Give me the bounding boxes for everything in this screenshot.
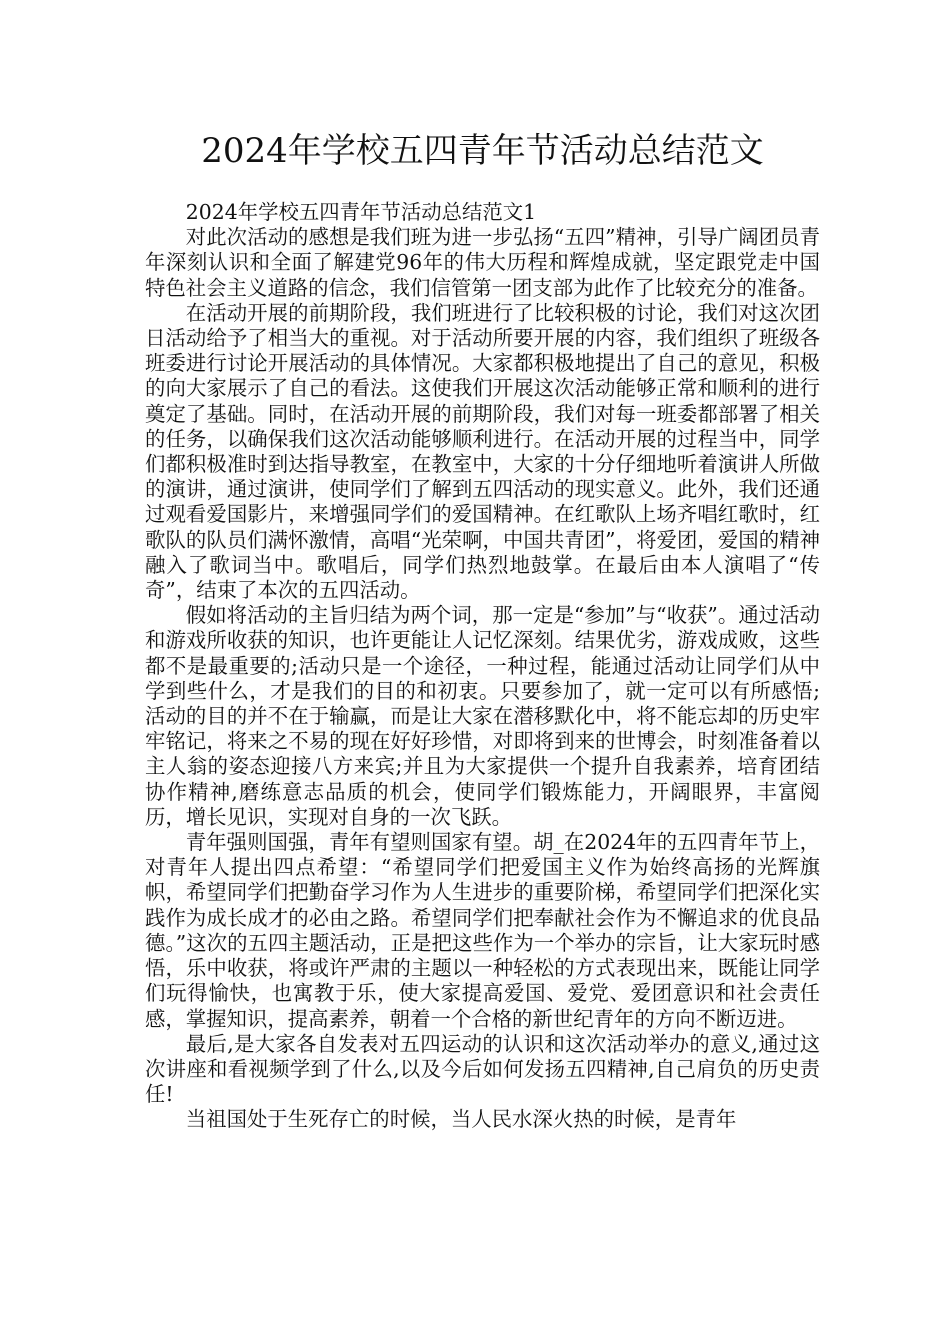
- document-body: [145, 200, 820, 1133]
- paragraph: 青年强则国强，青年有望则国家有望。胡_在2024年的五四青年节上，对青年人提出四点希望：“希望同学们把爱国主义作为始终高扬的光辉旗帜，希望同学们把勤奋学习作为人生进步的重要阶梯，希望同学们把深化实践作为成长成才的必由之路。希望同学们把奉献社会作为不懈追求的优良品德。”这次的五四主题活动，正是把这些作为一个举办的宗旨，让大家玩时感悟，乐中收获，将或许严肃的主题以一种轻松的方式表现出来，既能让同学们玩得愉快，也寓教于乐，使大家提高爱国、爱党、爱团意识和社会责任感，掌握知识，提高素养，朝着一个合格的新世纪青年的方向不断迈进。: [145, 830, 820, 1031]
- paragraph: 对此次活动的感想是我们班为进一步弘扬“五四”精神，引导广阔团员青年深刻认识和全面了解建党96年的伟大历程和辉煌成就，坚定跟党走中国特色社会主义道路的信念，我们信管第一团支部为此作了比较充分的准备。: [145, 225, 820, 300]
- paragraph-subtitle: 2024年学校五四青年节活动总结范文1: [185, 200, 537, 224]
- document-page: [145, 128, 820, 1133]
- paragraph: 最后,是大家各自发表对五四运动的认识和这次活动举办的意义,通过这次讲座和看视频学到了什么,以及今后如何发扬五四精神,自己肩负的历史责任!: [145, 1031, 820, 1107]
- document-title: 2024年学校五四青年节活动总结范文: [201, 131, 764, 171]
- paragraph: 当祖国处于生死存亡的时候，当人民水深火热的时候，是青年: [185, 1107, 737, 1132]
- paragraph: 在活动开展的前期阶段，我们班进行了比较积极的讨论，我们对这次团日活动给予了相当大的重视。对于活动所要开展的内容，我们组织了班级各班委进行讨论开展活动的具体情况。大家都积极地提出了自己的意见，积极的向大家展示了自己的看法。这使我们开展这次活动能够正常和顺利的进行奠定了基础。同时，在活动开展的前期阶段，我们对每一班委都部署了相关的任务，以确保我们这次活动能够顺利进行。在活动开展的过程当中，同学们都积极准时到达指导教室，在教室中，大家的十分仔细地听着演讲人所做的演讲，通过演讲，使同学们了解到五四活动的现实意义。此外，我们还通过观看爱国影片，来增强同学们的爱国精神。在红歌队上场齐唱红歌时，红歌队的队员们满怀激情，高唱“光荣啊，中国共青团”，将爱团，爱国的精神融入了歌词当中。歌唱后，同学们热烈地鼓掌。在最后由本人演唱了“传奇”，结束了本次的五四活动。: [145, 300, 820, 603]
- paragraph: 假如将活动的主旨归结为两个词，那一定是“参加”与“收获”。通过活动和游戏所收获的知识，也许更能让人记忆深刻。结果优劣，游戏成败，这些都不是最重要的;活动只是一个途径，一种过程，能通过活动让同学们从中学到些什么，才是我们的目的和初衷。只要参加了，就一定可以有所感悟;活动的目的并不在于输赢，而是让大家在潜移默化中，将不能忘却的历史牢牢铭记，将来之不易的现在好好珍惜，对即将到来的世博会，时刻准备着以主人翁的姿态迎接八方来宾;并且为大家提供一个提升自我素养，培育团结协作精神,磨练意志品质的机会，使同学们锻炼能力，开阔眼界，丰富阅历，增长见识，实现对自身的一次飞跃。: [145, 603, 820, 829]
